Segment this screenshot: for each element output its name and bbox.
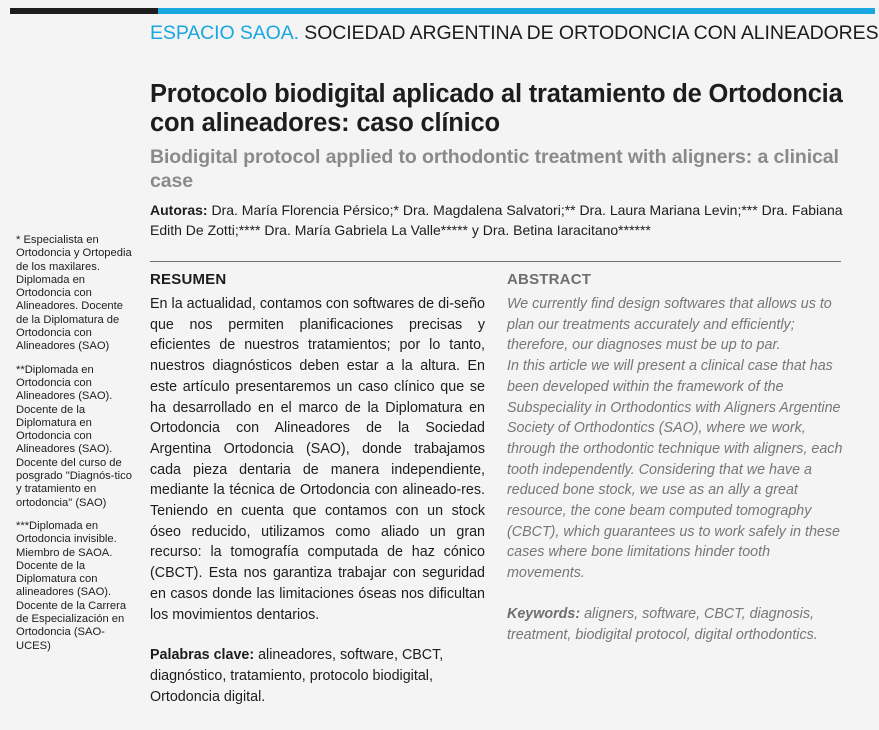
section-divider — [150, 261, 841, 262]
header-rule-dark — [10, 8, 158, 14]
footnote: ***Diplomada en Ortodoncia invisible. Miembro de SAOA. Docente de la Diplomatura con alineadores (SAO). Docente de la Carrera de Especialización en Ortodoncia (SAO-UCES) — [16, 519, 127, 652]
authors-label: Autoras: — [150, 202, 208, 218]
keywords-label: Keywords: — [507, 605, 581, 622]
resumen-heading: RESUMEN — [150, 271, 227, 288]
authors-names: Dra. María Florencia Pérsico;* Dra. Magdalena Salvatori;** Dra. Laura Mariana Levin;*** Dra. Fabiana Edith De Zotti;**** Dra. María Gabriela La Valle***** y Dra. Betina Iaracitano****** — [150, 202, 843, 238]
abstract-paragraph: We currently find design softwares that allows us to plan our treatments accurately and efficiently; therefore, our diagnoses must be up to par. — [507, 296, 832, 354]
palabras-clave — [150, 645, 485, 707]
article-subtitle-english: Biodigital protocol applied to orthodontic treatment with aligners: a clinical case — [150, 146, 839, 192]
abstract-paragraph: In this article we will present a clinical case that has been developed within the framework of the Subspeciality in Orthodontics with Aligners Argentine Society of Orthodontics (SAO), where we work, through the orthodontic technique with aligners, each tooth independently. Considering that we have a reduced bone stock, we use as an ally a great resource, the cone beam computed tomography (CBCT), which guarantees us to work safely in these cases where bone limitations hinder tooth movements. — [507, 358, 843, 582]
footnote: **Diplomada en Ortodoncia con Alineadores (SAO). Docente de la Diplomatura en Ortodoncia con Alineadores (SAO). Docente del curso de posgrado "Diagnós-tico y tratamiento en ortodoncia" (SAO) — [16, 363, 132, 509]
header-rule-blue — [158, 8, 875, 14]
abstract-body — [507, 294, 847, 584]
footnote: * Especialista en Ortodoncia y Ortopedia de los maxilares. Diplomada en Ortodoncia con Alineadores. Docente de la Diplomatura de Ortodoncia con Alineadores (SAO) — [16, 234, 132, 353]
resumen-paragraph: En la actualidad, contamos con softwares de di-seño que nos permiten planificaciones precisas y eficientes de nuestros tratamientos; por lo tanto, nuestros diagnósticos deben estar a la altura. En este artículo presentaremos un caso clínico que se ha desarrollado en el marco de la Diplomatura en Ortodoncia con Alineadores de la Sociedad Argentina Ortodoncia (SAO), donde trabajamos cada pieza dentaria de manera independiente, mediante la técnica de Ortodoncia con alineado-res. Teniendo en cuenta que contamos con un stock óseo reducido, utilizamos como aliado un gran recurso: la tomografía computada de haz cónico (CBCT). Esta nos garantiza trabajar con seguridad en casos donde las limitaciones óseas nos dificultan los movimientos dentarios. — [150, 296, 485, 623]
author-footnotes — [16, 234, 134, 663]
authors-line — [150, 200, 850, 240]
resumen-body — [150, 294, 485, 625]
palabras-clave-label: Palabras clave: — [150, 647, 255, 664]
section-header-accent: ESPACIO SAOA. — [150, 22, 299, 44]
section-header-text: SOCIEDAD ARGENTINA DE ORTODONCIA CON ALINEADORES — [298, 22, 879, 44]
keywords — [507, 604, 847, 645]
abstract-heading: ABSTRACT — [507, 271, 592, 288]
abstract-column — [507, 270, 847, 645]
section-header — [150, 22, 878, 45]
palabras-clave-text: alineadores, software, CBCT, diagnóstico, tratamiento, protocolo biodigital, Ortodoncia digital. — [150, 647, 444, 705]
keywords-text: aligners, software, CBCT, diagnosis, treatment, biodigital protocol, digital orthodontics. — [507, 605, 818, 643]
resumen-column — [150, 270, 485, 707]
article-title: Protocolo biodigital aplicado al tratamiento de Ortodoncia con alineadores: caso clínico — [150, 80, 843, 137]
